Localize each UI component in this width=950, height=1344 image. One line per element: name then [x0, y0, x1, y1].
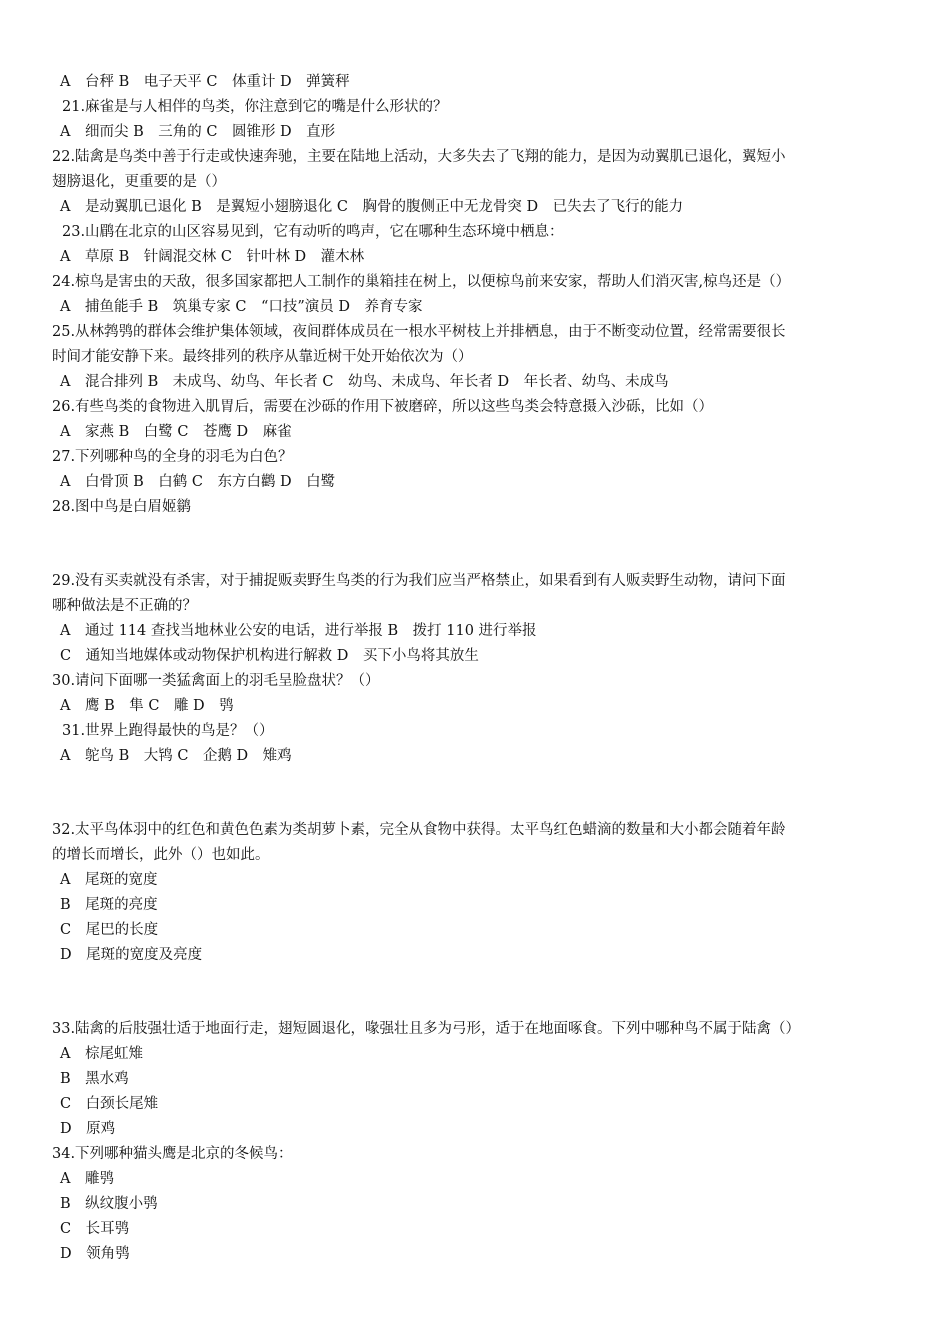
q33-question: 33.陆禽的后肢强壮适于地面行走，翅短圆退化，喙强壮且多为弓形，适于在地面啄食。下列中哪种鸟不属于陆禽（） — [52, 1021, 801, 1037]
q33-option-d: D 原鸡 — [60, 1121, 116, 1137]
q30-question: 30.请问下面哪一类猛禽面上的羽毛呈脸盘状？（） — [52, 673, 380, 689]
q25-options: A 混合排列 B 未成鸟、幼鸟、年长者 C 幼鸟、未成鸟、年长者 D 年长者、幼鸟、未成鸟 — [60, 374, 669, 390]
q23-question: 23.山鹛在北京的山区容易见到，它有动听的鸣声，它在哪种生态环境中栖息： — [62, 224, 564, 240]
q22-question-line1: 22.陆禽是鸟类中善于行走或快速奔驰，主要在陆地上活动，大多失去了飞翔的能力，是因为动翼肌已退化，翼短小 — [52, 149, 786, 165]
q32-question-line1: 32.太平鸟体羽中的红色和黄色色素为类胡萝卜素，完全从食物中获得。太平鸟红色蜡滴的数量和大小都会随着年龄 — [52, 822, 786, 838]
q34-option-b: B 纵纹腹小鸮 — [60, 1196, 158, 1212]
q26-question: 26.有些鸟类的食物进入肌胃后，需要在沙砾的作用下被磨碎，所以这些鸟类会特意摄入沙砾，比如（） — [52, 399, 714, 415]
q20-options: A 台秤 B 电子天平 C 体重计 D 弹簧秤 — [60, 74, 350, 90]
q34-option-a: A 雕鸮 — [60, 1171, 114, 1187]
q28-question: 28.图中鸟是白眉姬鹟 — [52, 499, 192, 515]
q29-options-line1: A 通过 114 查找当地林业公安的电话，进行举报 B 拨打 110 进行举报 — [60, 623, 537, 639]
q34-option-d: D 领角鸮 — [60, 1246, 130, 1262]
q29-options-line2: C 通知当地媒体或动物保护机构进行解救 D 买下小鸟将其放生 — [60, 648, 479, 664]
q31-question: 31.世界上跑得最快的鸟是？（） — [62, 723, 274, 739]
q32-question-line2: 的增长而增长，此外（）也如此。 — [52, 847, 270, 863]
q33-option-a: A 棕尾虹雉 — [60, 1046, 143, 1062]
q26-options: A 家燕 B 白鹭 C 苍鹰 D 麻雀 — [60, 424, 292, 440]
q23-options: A 草原 B 针阔混交林 C 针叶林 D 灌木林 — [60, 249, 365, 265]
q24-options: A 捕鱼能手 B 筑巢专家 C “口技”演员 D 养育专家 — [60, 299, 423, 315]
q29-question-line2: 哪种做法是不正确的？ — [52, 598, 197, 614]
q27-options: A 白骨顶 B 白鹤 C 东方白鹳 D 白鹭 — [60, 474, 336, 490]
q32-option-b: B 尾斑的亮度 — [60, 897, 158, 913]
q33-option-b: B 黑水鸡 — [60, 1071, 129, 1087]
q25-question-line1: 25.从林鹁鸮的群体会维护集体领域，夜间群体成员在一根水平树枝上并排栖息，由于不断变动位置，经常需要很长 — [52, 324, 786, 340]
q22-options: A 是动翼肌已退化 B 是翼短小翅膀退化 C 胸骨的腹侧正中无龙骨突 D 已失去了飞行的能力 — [60, 199, 684, 215]
q32-option-d: D 尾斑的宽度及亮度 — [60, 947, 203, 963]
q21-options: A 细而尖 B 三角的 C 圆锥形 D 直形 — [60, 124, 336, 140]
q31-options: A 鸵鸟 B 大鸨 C 企鹅 D 雉鸡 — [60, 748, 292, 764]
q21-question: 21.麻雀是与人相伴的鸟类，你注意到它的嘴是什么形状的？ — [62, 99, 448, 115]
q22-question-line2: 翅膀退化，更重要的是（） — [52, 174, 226, 190]
q32-option-c: C 尾巴的长度 — [60, 922, 159, 938]
q27-question: 27.下列哪种鸟的全身的羽毛为白色？ — [52, 449, 293, 465]
q33-option-c: C 白颈长尾雉 — [60, 1096, 159, 1112]
q34-question: 34.下列哪种猫头鹰是北京的冬候鸟： — [52, 1146, 293, 1162]
q32-option-a: A 尾斑的宽度 — [60, 872, 158, 888]
q25-question-line2: 时间才能安静下来。最终排列的秩序从靠近树干处开始依次为（） — [52, 349, 473, 365]
q30-options: A 鹰 B 隼 C 雕 D 鸮 — [60, 698, 234, 714]
q34-option-c: C 长耳鸮 — [60, 1221, 130, 1237]
q29-question-line1: 29.没有买卖就没有杀害，对于捕捉贩卖野生鸟类的行为我们应当严格禁止，如果看到有人贩卖野生动物，请问下面 — [52, 573, 786, 589]
q24-question: 24.椋鸟是害虫的天敌，很多国家都把人工制作的巢箱挂在树上，以便椋鸟前来安家，帮助人们消灭害,椋鸟还是（） — [52, 274, 791, 290]
